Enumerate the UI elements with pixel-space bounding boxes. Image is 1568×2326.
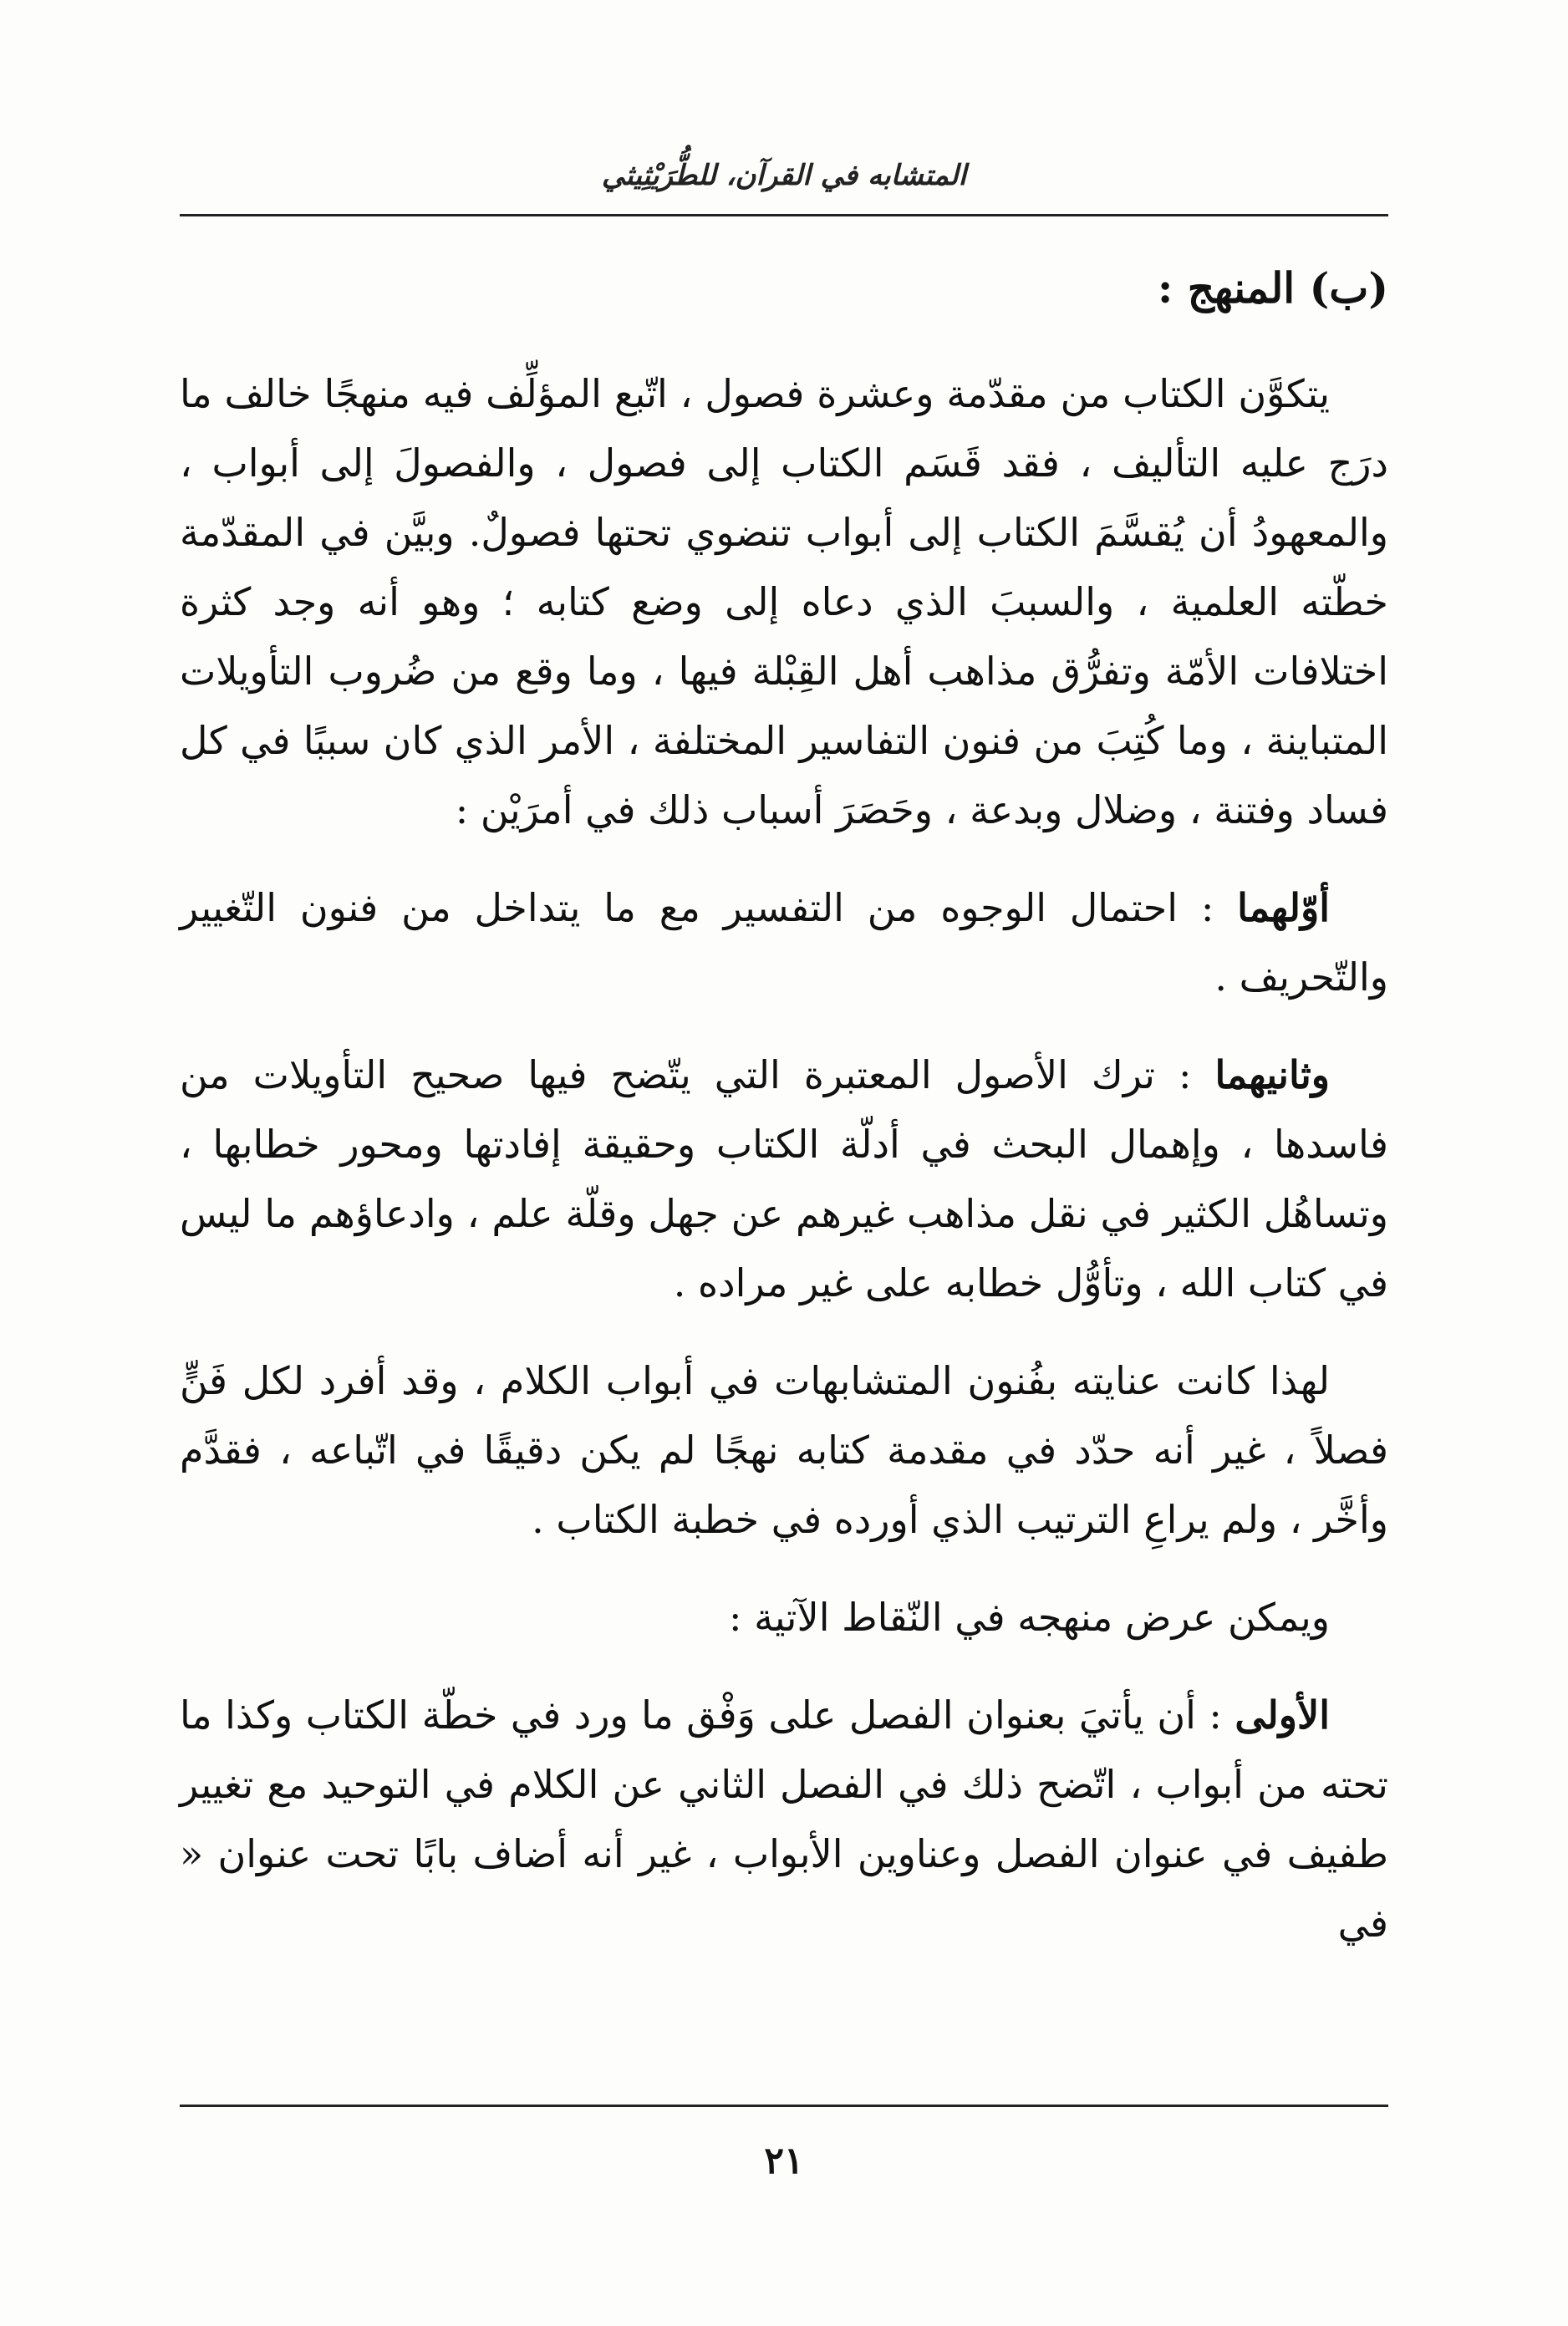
- paragraph-text: لهذا كانت عنايته بفُنون المتشابهات في أبواب الكلام ، وقد أفرد لكل فَنٍّ فصلاً ، غير أنه حدّد في مقدمة كتابه نهجًا لم يكن دقيقًا في اتّباعه ، فقدَّم وأخَّر ، ولم يراعِ الترتيب الذي أورده في خطبة الكتاب .: [180, 1358, 1388, 1542]
- section-heading: (ب) المنهج :: [1157, 263, 1388, 313]
- paragraph-method-intro: [180, 1583, 1388, 1652]
- header-rule: [180, 214, 1388, 216]
- footer-rule: [180, 2105, 1388, 2107]
- paragraph-text: ويمكن عرض منهجه في النّقاط الآتية :: [729, 1595, 1330, 1640]
- paragraph-first-reason: [180, 873, 1388, 1012]
- paragraph-text: : أن يأتيَ بعنوان الفصل على وَفْق ما ورد في خطّة الكتاب وكذا ما تحته من أبواب ، اتّضح ذلك في الفصل الثاني عن الكلام في التوحيد مع تغيير طفيف في عنوان الفصل وعناوين الأبواب ، غير أنه أضاف بابًا تحت عنوان « في: [180, 1692, 1389, 1946]
- paragraph-text: : احتمال الوجوه من التفسير مع ما يتداخل من فنون التّغيير والتّحريف .: [180, 885, 1388, 1000]
- paragraph-lead: أوّلهما: [1237, 885, 1330, 930]
- paragraph-point-first: [180, 1681, 1388, 1958]
- paragraph-text: يتكوَّن الكتاب من مقدّمة وعشرة فصول ، اتّبع المؤلِّف فيه منهجًا خالف ما درَج عليه التأليف ، فقد قَسَم الكتاب إلى فصول ، والفصولَ إلى أبواب ، والمعهودُ أن يُقسَّمَ الكتاب إلى أبواب تنضوي تحتها فصولٌ. وبيَّن في المقدّمة خطّته العلمية ، والسببَ الذي دعاه إلى وضع كتابه ؛ وهو أنه وجد كثرة اختلافات الأمّة وتفرُّق مذاهب أهل القِبْلة فيها ، وما وقع من ضُروب التأويلات المتباينة ، وما كُتِبَ من فنون التفاسير المختلفة ، الأمر الذي كان سببًا في كل فساد وفتنة ، وضلال وبدعة ، وحَصَرَ أسباب ذلك في أمرَيْن :: [180, 371, 1388, 832]
- paragraph-lead: وثانيهما: [1214, 1052, 1330, 1097]
- page-number: ٢١: [764, 2140, 804, 2182]
- paragraph-lead: الأولى: [1235, 1692, 1330, 1738]
- paragraph-intro: [180, 359, 1388, 845]
- paragraph-focus: [180, 1346, 1388, 1555]
- running-header: المتشابه في القرآن، للطُّرَيْثِيثي: [601, 159, 967, 192]
- page-body: [180, 251, 1388, 1987]
- paragraph-text: : ترك الأصول المعتبرة التي يتّضح فيها صحيح التأويلات من فاسدها ، وإهمال البحث في أدلّة الكتاب وحقيقة إفادتها ومحور خطابها ، وتساهُل الكثير في نقل مذاهب غيرهم عن جهل وقلّة علم ، وادعاؤهم ما ليس في كتاب الله ، وتأوُّل خطابه على غير مراده .: [180, 1052, 1388, 1306]
- paragraph-second-reason: [180, 1041, 1388, 1318]
